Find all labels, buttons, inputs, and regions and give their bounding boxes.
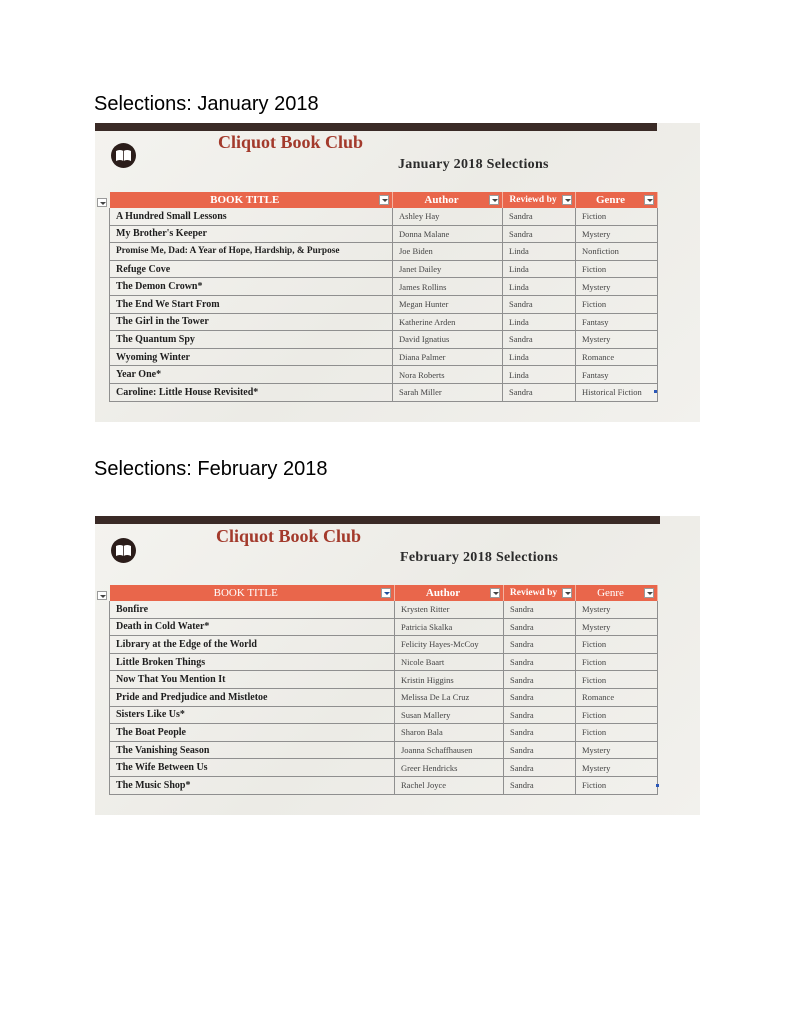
selection-title: January 2018 Selections	[398, 157, 549, 172]
header-reviewed-by: Reviewd by	[503, 192, 576, 208]
reviewer-cell[interactable]: Sandra	[503, 208, 576, 225]
reviewer-cell[interactable]: Sandra	[503, 383, 576, 401]
book-title-cell[interactable]: Sisters Like Us*	[110, 706, 395, 724]
author-cell[interactable]: James Rollins	[393, 278, 503, 296]
book-title-cell[interactable]: Promise Me, Dad: A Year of Hope, Hardship, & Purpose	[110, 243, 393, 261]
genre-cell[interactable]: Mystery	[576, 278, 658, 296]
reviewer-cell[interactable]: Sandra	[504, 618, 576, 636]
books-table	[109, 192, 658, 402]
genre-cell[interactable]: Mystery	[576, 331, 658, 349]
genre-cell[interactable]: Mystery	[576, 618, 658, 636]
table-row	[110, 636, 658, 654]
author-cell[interactable]: Sarah Miller	[393, 383, 503, 401]
genre-cell[interactable]: Fiction	[576, 724, 658, 742]
table-row	[110, 260, 658, 278]
author-cell[interactable]: Sharon Bala	[395, 724, 504, 742]
table-row	[110, 278, 658, 296]
table-row	[110, 601, 658, 618]
author-cell[interactable]: Megan Hunter	[393, 295, 503, 313]
selection-title: February 2018 Selections	[400, 550, 559, 565]
table-row	[110, 741, 658, 759]
books-table	[109, 585, 658, 795]
author-cell[interactable]: Janet Dailey	[393, 260, 503, 278]
section-heading-february: Selections: February 2018	[94, 458, 328, 480]
sort-filter-icon[interactable]	[381, 588, 391, 598]
reviewer-cell[interactable]: Linda	[503, 313, 576, 331]
table-row	[110, 724, 658, 742]
book-title-cell[interactable]: The Wife Between Us	[110, 759, 395, 777]
author-cell[interactable]: Ashley Hay	[393, 208, 503, 225]
genre-cell[interactable]: Mystery	[576, 741, 658, 759]
genre-cell[interactable]: Fiction	[576, 208, 658, 225]
table-row	[110, 383, 658, 401]
reviewer-cell[interactable]: Sandra	[504, 671, 576, 689]
reviewer-cell[interactable]: Sandra	[503, 331, 576, 349]
reviewer-cell[interactable]: Linda	[503, 366, 576, 384]
january-spreadsheet	[95, 123, 700, 422]
reviewer-cell[interactable]: Linda	[503, 243, 576, 261]
genre-cell[interactable]: Fantasy	[576, 366, 658, 384]
author-cell[interactable]: Nora Roberts	[393, 366, 503, 384]
book-title-cell[interactable]: Year One*	[110, 366, 393, 384]
author-cell[interactable]: Donna Malane	[393, 225, 503, 243]
reviewer-cell[interactable]: Sandra	[504, 688, 576, 706]
genre-cell[interactable]: Fiction	[576, 295, 658, 313]
author-cell[interactable]: Felicity Hayes-McCoy	[395, 636, 504, 654]
open-book-icon	[111, 538, 136, 563]
reviewer-cell[interactable]: Sandra	[504, 776, 576, 794]
genre-cell[interactable]: Fiction	[576, 653, 658, 671]
dropdown-arrow-icon[interactable]	[97, 198, 107, 207]
header-genre: Genre	[576, 192, 658, 208]
dropdown-arrow-icon[interactable]	[644, 195, 654, 205]
dropdown-arrow-icon[interactable]	[562, 588, 572, 598]
author-cell[interactable]: Diana Palmer	[393, 348, 503, 366]
author-cell[interactable]: Rachel Joyce	[395, 776, 504, 794]
author-cell[interactable]: Kristin Higgins	[395, 671, 504, 689]
genre-cell[interactable]: Fiction	[576, 776, 658, 794]
genre-cell[interactable]: Mystery	[576, 759, 658, 777]
header-author: Author	[393, 192, 503, 208]
reviewer-cell[interactable]: Linda	[503, 260, 576, 278]
genre-cell[interactable]: Historical Fiction	[576, 383, 658, 401]
reviewer-cell[interactable]: Sandra	[504, 653, 576, 671]
book-title-cell[interactable]: My Brother's Keeper	[110, 225, 393, 243]
top-bar	[95, 123, 657, 131]
table-row	[110, 776, 658, 794]
reviewer-cell[interactable]: Sandra	[504, 706, 576, 724]
dropdown-arrow-icon[interactable]	[489, 195, 499, 205]
book-title-cell[interactable]: A Hundred Small Lessons	[110, 208, 393, 225]
table-row	[110, 688, 658, 706]
book-title-cell[interactable]: Wyoming Winter	[110, 348, 393, 366]
author-cell[interactable]: Nicole Baart	[395, 653, 504, 671]
genre-cell[interactable]: Romance	[576, 688, 658, 706]
genre-cell[interactable]: Fiction	[576, 671, 658, 689]
reviewer-cell[interactable]: Sandra	[504, 601, 576, 618]
book-title-cell[interactable]: The Boat People	[110, 724, 395, 742]
header-author: Author	[395, 585, 504, 601]
book-title-cell[interactable]: Pride and Predjudice and Mistletoe	[110, 688, 395, 706]
book-title-cell[interactable]: Death in Cold Water*	[110, 618, 395, 636]
reviewer-cell[interactable]: Linda	[503, 278, 576, 296]
header-genre: Genre	[576, 585, 658, 601]
book-title-cell[interactable]: Little Broken Things	[110, 653, 395, 671]
book-title-cell[interactable]: Refuge Cove	[110, 260, 393, 278]
author-cell[interactable]: Patricia Skalka	[395, 618, 504, 636]
top-bar	[95, 516, 660, 524]
february-spreadsheet	[95, 516, 700, 815]
table-row	[110, 348, 658, 366]
dropdown-arrow-icon[interactable]	[97, 591, 107, 600]
table-row	[110, 331, 658, 349]
table-row	[110, 243, 658, 261]
table-row	[110, 618, 658, 636]
author-cell[interactable]: Joe Biden	[393, 243, 503, 261]
header-reviewed-by: Reviewd by	[504, 585, 576, 601]
table-resize-handle[interactable]	[654, 390, 657, 393]
genre-cell[interactable]: Nonfiction	[576, 243, 658, 261]
author-cell[interactable]: David Ignatius	[393, 331, 503, 349]
genre-cell[interactable]: Mystery	[576, 225, 658, 243]
dropdown-arrow-icon[interactable]	[644, 588, 654, 598]
author-cell[interactable]: Susan Mallery	[395, 706, 504, 724]
genre-cell[interactable]: Fantasy	[576, 313, 658, 331]
table-header-row	[110, 585, 658, 601]
book-title-cell[interactable]: Now That You Mention It	[110, 671, 395, 689]
table-row	[110, 313, 658, 331]
book-title-cell[interactable]: The Music Shop*	[110, 776, 395, 794]
genre-cell[interactable]: Fiction	[576, 260, 658, 278]
header-book-title: BOOK TITLE	[110, 192, 393, 208]
author-cell[interactable]: Krysten Ritter	[395, 601, 504, 618]
author-cell[interactable]: Melissa De La Cruz	[395, 688, 504, 706]
author-cell[interactable]: Katherine Arden	[393, 313, 503, 331]
author-cell[interactable]: Joanna Schaffhausen	[395, 741, 504, 759]
table-row	[110, 295, 658, 313]
club-title: Cliquot Book Club	[216, 526, 362, 546]
book-title-cell[interactable]: The Demon Crown*	[110, 278, 393, 296]
book-title-cell[interactable]: Caroline: Little House Revisited*	[110, 383, 393, 401]
dropdown-arrow-icon[interactable]	[490, 588, 500, 598]
reviewer-cell[interactable]: Linda	[503, 348, 576, 366]
table-resize-handle[interactable]	[656, 784, 659, 787]
reviewer-cell[interactable]: Sandra	[504, 724, 576, 742]
book-title-cell[interactable]: The Girl in the Tower	[110, 313, 393, 331]
author-cell[interactable]: Greer Hendricks	[395, 759, 504, 777]
table-row	[110, 208, 658, 225]
genre-cell[interactable]: Fiction	[576, 706, 658, 724]
reviewer-cell[interactable]: Sandra	[503, 295, 576, 313]
table-row	[110, 671, 658, 689]
reviewer-cell[interactable]: Sandra	[504, 741, 576, 759]
book-title-cell[interactable]: Bonfire	[110, 601, 395, 618]
table-row	[110, 225, 658, 243]
book-title-cell[interactable]: The Vanishing Season	[110, 741, 395, 759]
table-row	[110, 653, 658, 671]
section-heading-january: Selections: January 2018	[94, 93, 319, 115]
genre-cell[interactable]: Romance	[576, 348, 658, 366]
book-title-cell[interactable]: The End We Start From	[110, 295, 393, 313]
book-title-cell[interactable]: Library at the Edge of the World	[110, 636, 395, 654]
header-book-title: BOOK TITLE	[110, 585, 395, 601]
table-header-row	[110, 192, 658, 208]
table-row	[110, 759, 658, 777]
open-book-icon	[111, 143, 136, 168]
table-row	[110, 706, 658, 724]
club-title: Cliquot Book Club	[218, 132, 364, 152]
book-title-cell[interactable]: The Quantum Spy	[110, 331, 393, 349]
table-row	[110, 366, 658, 384]
reviewer-cell[interactable]: Sandra	[504, 636, 576, 654]
dropdown-arrow-icon[interactable]	[379, 195, 389, 205]
reviewer-cell[interactable]: Sandra	[504, 759, 576, 777]
genre-cell[interactable]: Mystery	[576, 601, 658, 618]
dropdown-arrow-icon[interactable]	[562, 195, 572, 205]
genre-cell[interactable]: Fiction	[576, 636, 658, 654]
reviewer-cell[interactable]: Sandra	[503, 225, 576, 243]
